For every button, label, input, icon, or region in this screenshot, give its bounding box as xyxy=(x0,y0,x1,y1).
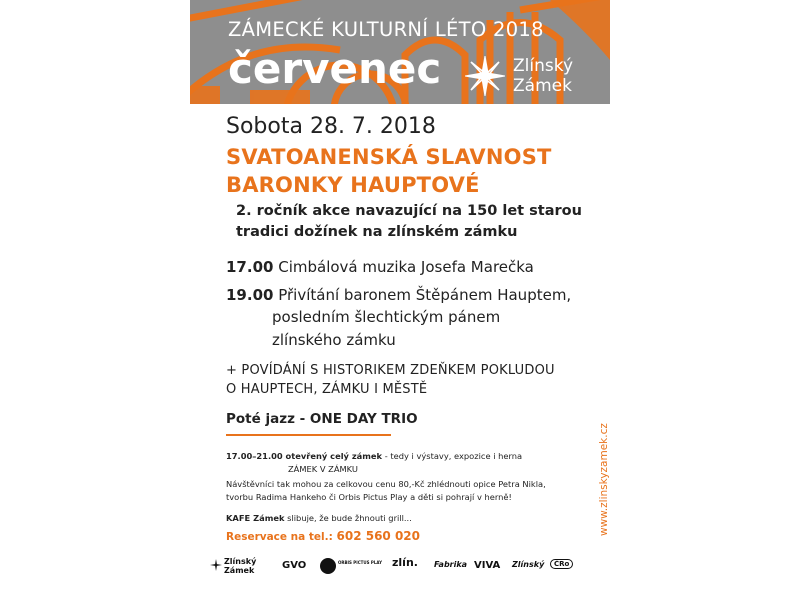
program-item xyxy=(226,258,534,276)
website-url[interactable]: www.zlinskyzamek.cz xyxy=(598,423,610,536)
month-heading: červenec xyxy=(228,44,442,93)
kafe-rest: slibuje, že bude žhnouti grill... xyxy=(284,513,412,523)
opening-hours-line2: ZÁMEK V ZÁMKU xyxy=(288,464,358,474)
event-subtitle-line1: 2. ročník akce navazující na 150 let starou xyxy=(236,203,582,219)
historian-talk-line1: + POVÍDÁNÍ S HISTORIKEM ZDEŇKEM POKLUDOU xyxy=(226,363,555,378)
sponsor-zlinsky-zamek xyxy=(224,557,256,575)
sponsor-zlinsky-zamek-line2: Zámek xyxy=(224,566,255,575)
kafe-name: KAFE Zámek xyxy=(226,513,285,523)
website-vertical[interactable] xyxy=(586,418,610,538)
sponsor-orbis-pictus-text: ORBIS PICTUS PLAY xyxy=(338,560,382,565)
logo-name xyxy=(513,56,573,96)
sponsor-gvo: GVO xyxy=(282,560,307,571)
opening-hours-time: 17.00–21.00 otevřený celý zámek xyxy=(226,451,383,461)
logo-line1: Zlínský xyxy=(513,56,574,76)
program-text-continued: zlínského zámku xyxy=(272,331,396,349)
program-text: Přivítání baronem Štěpánem Hauptem, xyxy=(278,286,572,304)
visitors-line1: Návštěvníci tak mohou za celkovou cenu 80,-Kč zhlédnouti opice Petra Nikla, xyxy=(226,479,546,489)
program-time: 19.00 xyxy=(226,286,274,304)
program-text-continued: posledním šlechtickým pánem xyxy=(272,308,501,326)
program-text: Cimbálová muzika Josefa Marečka xyxy=(278,258,534,276)
jazz-line: Poté jazz - ONE DAY TRIO xyxy=(226,411,418,427)
zlinsky-zamek-logo xyxy=(465,56,595,96)
reservation-phone[interactable]: 602 560 020 xyxy=(336,529,421,543)
poster-header xyxy=(190,0,610,104)
reservation-label: Reservace na tel.: xyxy=(226,531,337,543)
event-title-line1: SVATOANENSKÁ SLAVNOST xyxy=(226,145,552,169)
event-poster xyxy=(190,0,610,600)
sponsor-fabrika: Fabrika xyxy=(434,560,468,569)
event-series-title: ZÁMECKÉ KULTURNÍ LÉTO 2018 xyxy=(228,18,544,41)
orange-divider xyxy=(226,434,391,436)
logo-line2: Zámek xyxy=(513,76,572,96)
reservation-line xyxy=(226,529,420,543)
sponsor-viva: VIVA xyxy=(474,560,501,571)
opening-hours-rest: - tedy i výstavy, expozice i herna xyxy=(382,451,523,461)
program-item xyxy=(226,286,571,304)
orbis-pictus-circle xyxy=(320,558,336,574)
historian-talk-line2: O HAUPTECH, ZÁMKU I MĚSTĚ xyxy=(226,382,428,397)
sponsor-logos xyxy=(220,556,590,578)
star-compass-icon xyxy=(465,56,505,96)
sponsor-zlin: zlín. xyxy=(392,556,418,569)
event-date: Sobota 28. 7. 2018 xyxy=(226,114,436,139)
program-time: 17.00 xyxy=(226,258,274,276)
event-title-line2: BARONKY HAUPTOVÉ xyxy=(226,173,480,197)
event-subtitle-line2: tradici dožínek na zlínském zámku xyxy=(236,224,518,240)
sponsor-zlinsky: Zlínský xyxy=(512,560,545,569)
visitors-line2: tvorbu Radima Hankeho či Orbis Pictus Play a děti si pohrají v herně! xyxy=(226,492,512,502)
sponsor-zlinsky-zamek-line1: Zlínský xyxy=(224,557,257,566)
sponsor-cro: ČRo xyxy=(550,559,573,569)
kafe-line xyxy=(226,513,412,523)
opening-hours xyxy=(226,451,522,461)
star-compass-icon xyxy=(210,559,222,571)
